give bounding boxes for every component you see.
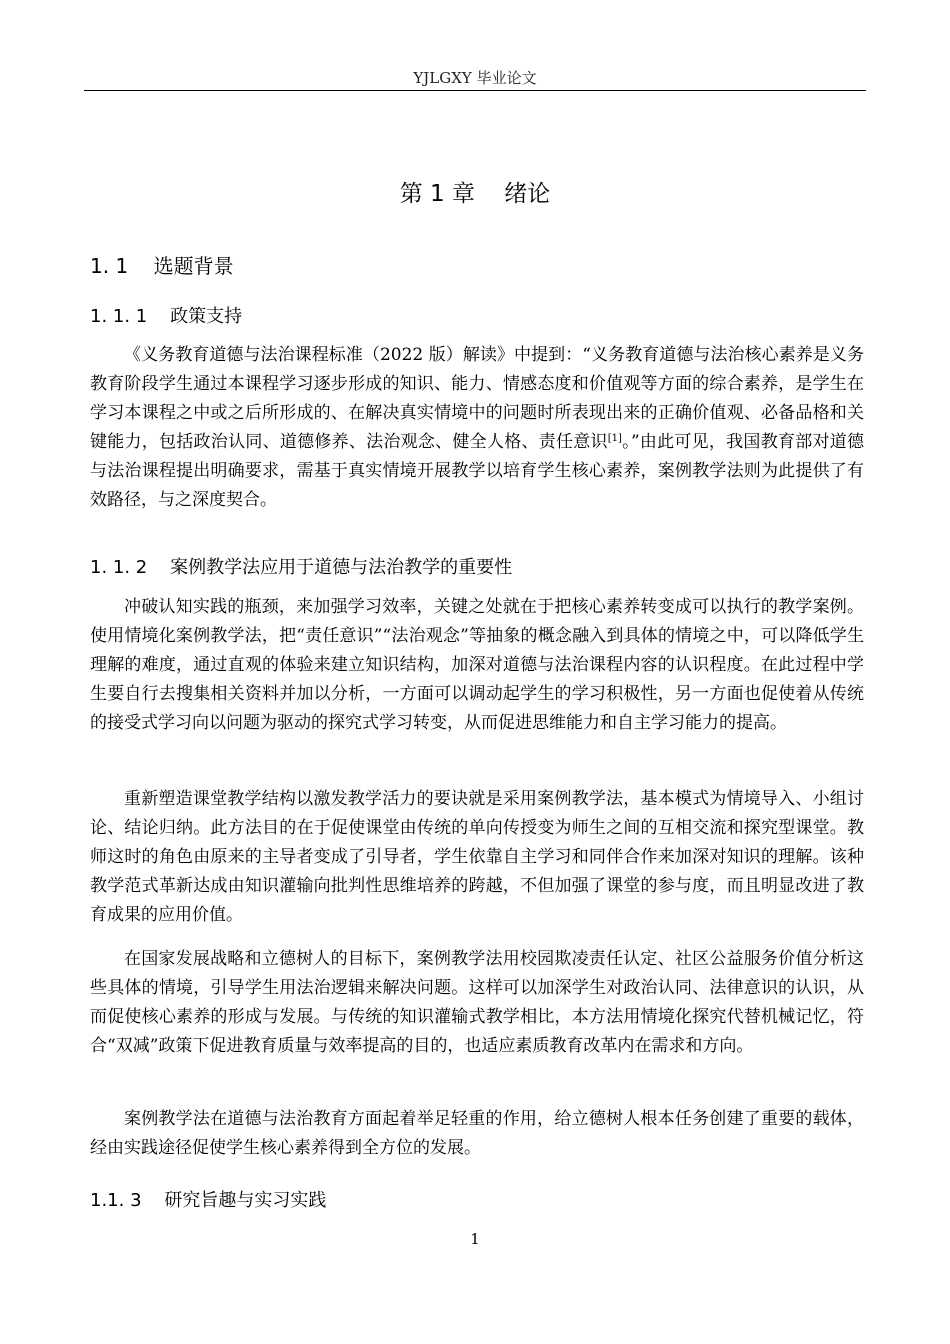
page-header: YJLGXY 毕业论文 [84,66,866,91]
section-heading-1-1-3: 1.1. 3 研究旨趣与实习实践 [90,1190,327,1211]
section-heading-1-1: 1. 1 选题背景 [90,254,234,278]
body-paragraph-1: 冲破认知实践的瓶颈，来加强学习效率，关键之处就在于把核心素养转变成可以执行的教学案例。使用情境化案例教学法，把“责任意识”“法治观念”等抽象的概念融入到具体的情境之中，可以降低学生理解的难度，通过直观的体验来建立知识结构，加深对道德与法治课程内容的认识程度。在此过程中学生要自行去搜集相关资料并加以分析，一方面可以调动起学生的学习积极性，另一方面也促使着从传统的接受式学习向以问题为驱动的探究式学习转变，从而促进思维能力和自主学习能力的提高。 [90,597,864,733]
policy-paragraph-text: 《义务教育道德与法治课程标准（2022 版）解读》中提到：“义务教育道德与法治核心素养是义务教育阶段学生通过本课程学习逐步形成的知识、能力、情感态度和价值观等方面的综合素养，是学生在学习本课程之中或之后所形成的、在解决真实情境中的问题时所表现出来的正确价值观、必备品格和关键能力，包括政治认同、道德修养、法治观念、健全人格、责任意识 [90,345,864,452]
chapter-title: 第 1 章 绪论 [399,181,551,207]
policy-paragraph-text-end: 。”由此可见，我国教育部对道德与法治课程提出明确要求，需基于真实情境开展教学以培育学生核心素养，案例教学法则为此提供了有效路径，与之深度契合。 [90,432,864,510]
citation-marker: [1] [607,433,622,444]
body-paragraph-4: 案例教学法在道德与法治教育方面起着举足轻重的作用，给立德树人根本任务创建了重要的载体，经由实践途径促使学生核心素养得到全方位的发展。 [90,1109,864,1158]
section-heading-1-1-1: 1. 1. 1 政策支持 [90,306,243,327]
page-number: 1 [470,1230,480,1248]
policy-paragraph [90,341,864,515]
body-paragraph-3: 在国家发展战略和立德树人的目标下，案例教学法用校园欺凌责任认定、社区公益服务价值分析这些具体的情境，引导学生用法治逻辑来解决问题。这样可以加深学生对政治认同、法律意识的认识，从而促使核心素养的形成与发展。与传统的知识灌输式教学相比，本方法用情境化探究代替机械记忆，符合“双减”政策下促进教育质量与效率提高的目的，也适应素质教育改革内在需求和方向。 [90,949,864,1056]
section-heading-1-1-2: 1. 1. 2 案例教学法应用于道德与法治教学的重要性 [90,557,513,578]
body-paragraph-2: 重新塑造课堂教学结构以激发教学活力的要诀就是采用案例教学法，基本模式为情境导入、小组讨论、结论归纳。此方法目的在于促使课堂由传统的单向传授变为师生之间的互相交流和探究型课堂。教师这时的角色由原来的主导者变成了引导者，学生依靠自主学习和同伴合作来加深对知识的理解。该种教学范式革新达成由知识灌输向批判性思维培养的跨越，不但加强了课堂的参与度，而且明显改进了教育成果的应用价值。 [90,789,864,925]
